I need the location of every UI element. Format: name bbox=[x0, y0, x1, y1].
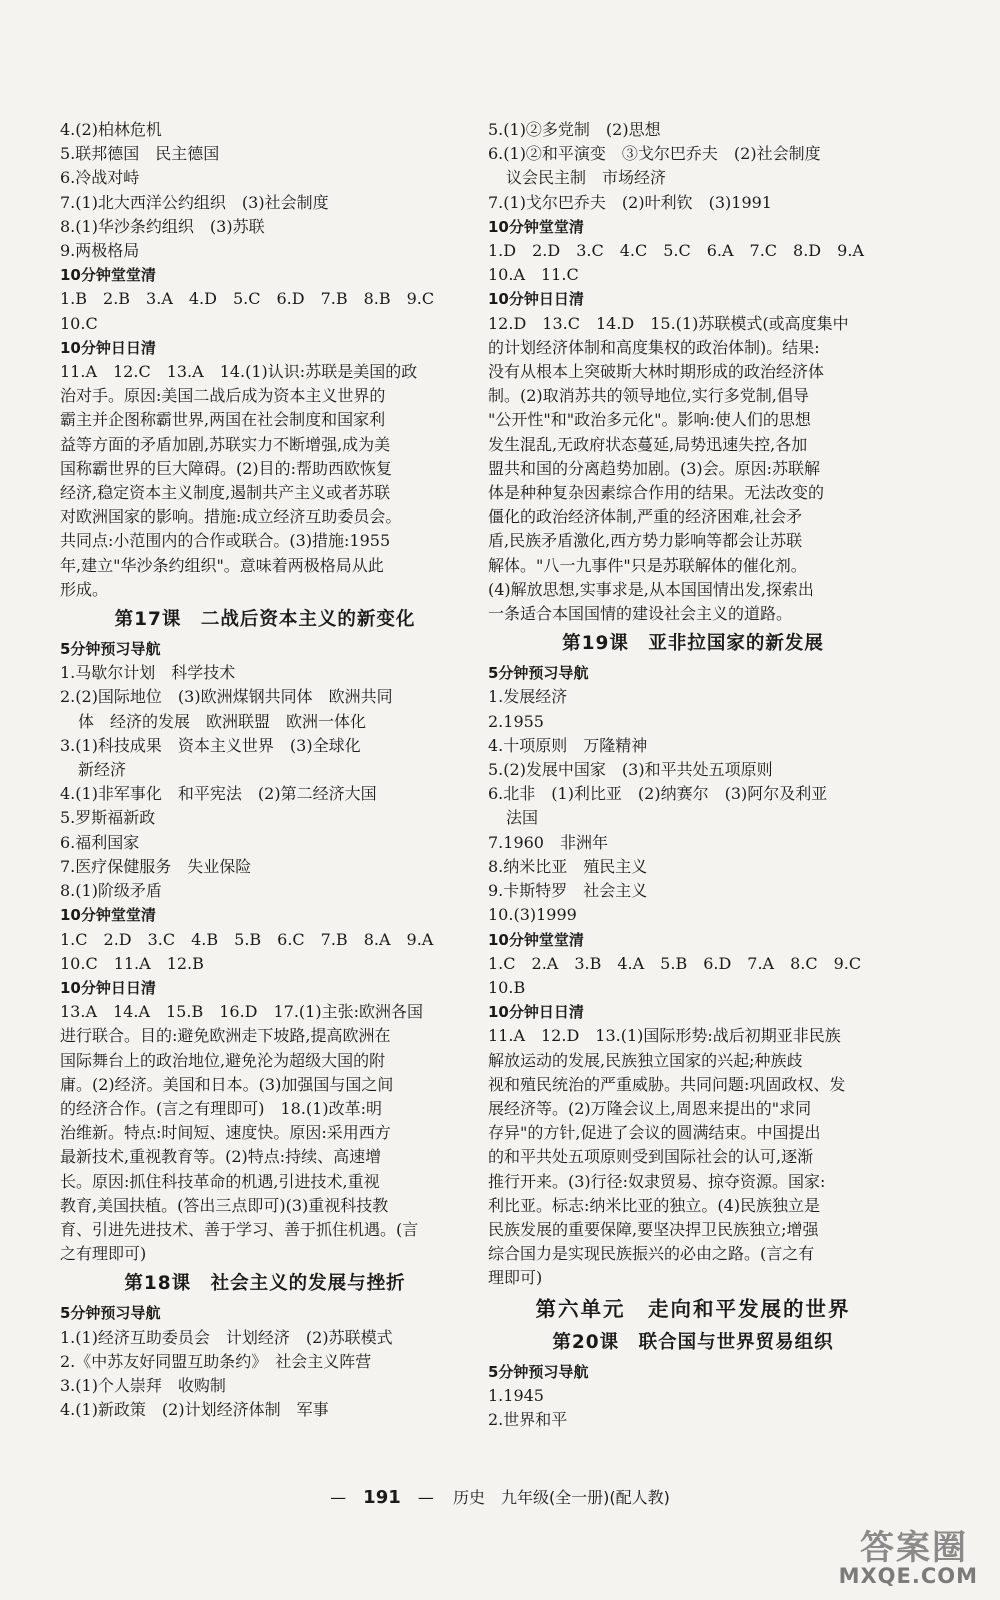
answer-line: 1.B 2.B 3.A 4.D 5.C 6.D 7.B 8.B 9.C bbox=[60, 289, 435, 309]
answer-line: 8.(1)华沙条约组织 (3)苏联 bbox=[60, 216, 265, 236]
page-number: 191 bbox=[363, 1487, 401, 1508]
answer-paragraph bbox=[60, 360, 470, 602]
answer-line: 7.(1)北大西洋公约组织 (3)社会制度 bbox=[60, 192, 329, 212]
paragraph-line: 益等方面的矛盾加剧,苏联实力不断增强,成为美 bbox=[60, 434, 391, 454]
section-heading: 5分钟预习导航 bbox=[488, 664, 589, 683]
paragraph-line: 的经济合作。(言之有理即可) 18.(1)改革:明 bbox=[60, 1098, 382, 1118]
paragraph-line: 综合国力是实现民族振兴的必由之路。(言之有 bbox=[488, 1244, 815, 1264]
answer-paragraph bbox=[60, 1000, 470, 1266]
answer-line: 7.1960 非洲年 bbox=[488, 832, 608, 852]
section-heading: 10分钟堂堂清 bbox=[488, 930, 584, 949]
section-heading: 10分钟堂堂清 bbox=[60, 906, 156, 925]
section-heading: 10分钟日日清 bbox=[488, 1003, 584, 1022]
section-heading: 10分钟堂堂清 bbox=[488, 217, 584, 236]
section-heading: 10分钟日日清 bbox=[60, 978, 156, 997]
answer-line: 4.(1)新政策 (2)计划经济体制 军事 bbox=[60, 1400, 329, 1420]
unit-title: 第六单元 走向和平发展的世界 bbox=[535, 1296, 851, 1321]
answer-line: 4.(2)柏林危机 bbox=[60, 120, 162, 139]
paragraph-line: 年,建立"华沙条约组织"。意味着两极格局从此 bbox=[60, 555, 384, 575]
answer-line: 2.(2)国际地位 (3)欧洲煤钢共同体 欧洲共同 bbox=[60, 687, 393, 707]
answer-line: 1.C 2.D 3.C 4.B 5.B 6.C 7.B 8.A 9.A bbox=[60, 929, 434, 949]
watermark-logo: 答案圈 bbox=[860, 1528, 968, 1568]
answer-line: 1.马歇尔计划 科学技术 bbox=[60, 663, 236, 683]
paragraph-line: 盟共和国的分离趋势加剧。(3)会。原因:苏联解 bbox=[488, 458, 821, 478]
paragraph-line: 发生混乱,无政府状态蔓延,局势迅速失控,各加 bbox=[488, 434, 808, 454]
paragraph-line: 庸。(2)经济。美国和日本。(3)加强国与国之间 bbox=[60, 1074, 394, 1094]
answer-line: 10.C 11.A 12.B bbox=[60, 953, 204, 973]
section-heading: 5分钟预习导航 bbox=[60, 640, 161, 659]
answer-paragraph bbox=[488, 1024, 898, 1290]
answer-line: 1.1945 bbox=[488, 1385, 544, 1405]
answer-paragraph bbox=[488, 312, 898, 627]
paragraph-line: 僵化的政治经济体制,严重的经济困难,社会矛 bbox=[488, 507, 803, 527]
answer-line: 4.十项原则 万隆精神 bbox=[488, 735, 648, 755]
paragraph-line: 利比亚。标志:纳米比亚的独立。(4)民族独立是 bbox=[488, 1195, 821, 1215]
answer-line: 6.北非 (1)利比亚 (2)纳赛尔 (3)阿尔及利亚 bbox=[488, 784, 828, 804]
paragraph-line: 推行开来。(3)行径:奴隶贸易、掠夺资源。国家: bbox=[488, 1171, 826, 1191]
answer-line-continued: 议会民主制 市场经济 bbox=[506, 168, 667, 188]
paragraph-line: 盾,民族矛盾激化,西方势力影响等都会让苏联 bbox=[488, 531, 803, 551]
answer-line: 2.世界和平 bbox=[488, 1409, 568, 1429]
watermark bbox=[788, 1520, 978, 1590]
section-heading: 5分钟预习导航 bbox=[60, 1304, 161, 1323]
paragraph-line: 存异"的方针,促进了会议的圆满结束。中国提出 bbox=[488, 1123, 821, 1143]
answer-line: 5.(2)发展中国家 (3)和平共处五项原则 bbox=[488, 760, 773, 780]
paragraph-line: (4)解放思想,实事求是,从本国国情出发,探索出 bbox=[488, 579, 814, 599]
answer-line: 1.C 2.A 3.B 4.A 5.B 6.D 7.A 8.C 9.C bbox=[488, 953, 862, 973]
answer-line: 7.(1)戈尔巴乔夫 (2)叶利钦 (3)1991 bbox=[488, 192, 772, 212]
answer-line: 10.C bbox=[60, 313, 98, 333]
footer-dash-left: — bbox=[330, 1488, 347, 1507]
footer-subject: 历史 九年级(全一册)(配人教) bbox=[452, 1488, 670, 1507]
paragraph-line: 治对手。原因:美国二战后成为资本主义世界的 bbox=[60, 386, 386, 406]
paragraph-line: 长。原因:抓住科技革命的机遇,引进技术,重视 bbox=[60, 1171, 380, 1191]
answer-line: 10.(3)1999 bbox=[488, 905, 577, 925]
paragraph-line: 进行联合。目的:避免欧洲走下坡路,提高欧洲在 bbox=[60, 1026, 391, 1046]
paragraph-line: 的和平共处五项原则受到国际社会的认可,逐渐 bbox=[488, 1147, 814, 1167]
answer-line: 9.卡斯特罗 社会主义 bbox=[488, 881, 648, 901]
paragraph-line: 国际舞台上的政治地位,避免沦为超级大国的附 bbox=[60, 1050, 386, 1070]
section-heading: 5分钟预习导航 bbox=[488, 1362, 589, 1381]
lesson-title: 第17课 二战后资本主义的新变化 bbox=[114, 609, 416, 631]
watermark-site: MXQE.COM bbox=[838, 1564, 978, 1588]
paragraph-line: 展经济等。(2)万隆会议上,周恩来提出的"求同 bbox=[488, 1098, 812, 1118]
paragraph-line: 经济,稳定资本主义制度,遏制共产主义或者苏联 bbox=[60, 483, 391, 503]
left-column bbox=[60, 118, 470, 1422]
answer-line: 8.纳米比亚 殖民主义 bbox=[488, 856, 648, 876]
answer-line: 6.(1)②和平演变 ③戈尔巴乔夫 (2)社会制度 bbox=[488, 144, 821, 164]
lesson-title: 第18课 社会主义的发展与挫折 bbox=[124, 1273, 406, 1295]
footer-dash-right: — bbox=[417, 1488, 434, 1507]
paragraph-line: 13.A 14.A 15.B 16.D 17.(1)主张:欧洲各国 bbox=[60, 1002, 423, 1022]
paragraph-line: 教育,美国扶植。(答出三点即可)(3)重视科技教 bbox=[60, 1195, 389, 1215]
answer-line: 2.《中苏友好同盟互助条约》 社会主义阵营 bbox=[60, 1351, 372, 1371]
paragraph-line: 最新技术,重视教育等。(2)特点:持续、高速增 bbox=[60, 1147, 382, 1167]
paragraph-line: 育、引进先进技术、善于学习、善于抓住机遇。(言 bbox=[60, 1219, 419, 1239]
answer-line-continued: 体 经济的发展 欧洲联盟 欧洲一体化 bbox=[78, 711, 367, 731]
answer-line: 5.罗斯福新政 bbox=[60, 808, 156, 828]
paragraph-line: 视和殖民统治的严重威胁。共同问题:巩固政权、发 bbox=[488, 1074, 846, 1094]
paragraph-line: 民族发展的重要保障,要坚决捍卫民族独立;增强 bbox=[488, 1219, 819, 1239]
answer-line: 3.(1)科技成果 资本主义世界 (3)全球化 bbox=[60, 735, 361, 755]
paragraph-line: 解体。"八一九事件"只是苏联解体的催化剂。 bbox=[488, 555, 807, 575]
section-heading: 10分钟日日清 bbox=[488, 290, 584, 309]
answer-line: 6.冷战对峙 bbox=[60, 168, 140, 188]
paragraph-line: 12.D 13.C 14.D 15.(1)苏联模式(或高度集中 bbox=[488, 313, 849, 333]
paragraph-line: 的计划经济体制和高度集权的政治体制)。结果: bbox=[488, 337, 820, 357]
paragraph-line: "公开性"和"政治多元化"。影响:使人们的思想 bbox=[488, 410, 811, 430]
paragraph-line: 制。(2)取消苏共的领导地位,实行多党制,倡导 bbox=[488, 386, 809, 406]
paragraph-line: 霸主并企图称霸世界,两国在社会制度和国家利 bbox=[60, 410, 386, 430]
answer-line: 4.(1)非军事化 和平宪法 (2)第二经济大国 bbox=[60, 784, 377, 804]
answer-line: 6.福利国家 bbox=[60, 832, 140, 852]
answer-line-continued: 法国 bbox=[506, 808, 539, 828]
answer-line: 3.(1)个人崇拜 收购制 bbox=[60, 1375, 226, 1395]
answer-line: 5.(1)②多党制 (2)思想 bbox=[488, 120, 661, 139]
paragraph-line: 解放运动的发展,民族独立国家的兴起;种族歧 bbox=[488, 1050, 803, 1070]
page-footer bbox=[0, 1485, 1000, 1508]
answer-line: 2.1955 bbox=[488, 711, 544, 731]
answer-line: 10.B bbox=[488, 977, 526, 997]
paragraph-line: 对欧洲国家的影响。措施:成立经济互助委员会。 bbox=[60, 507, 402, 527]
paragraph-line: 一条适合本国国情的建设社会主义的道路。 bbox=[488, 604, 793, 624]
answer-line: 7.医疗保健服务 失业保险 bbox=[60, 856, 252, 876]
paragraph-line: 理即可) bbox=[488, 1268, 543, 1288]
paragraph-line: 形成。 bbox=[60, 579, 109, 599]
answer-line: 10.A 11.C bbox=[488, 265, 579, 285]
answer-line-continued: 新经济 bbox=[78, 760, 127, 780]
paragraph-line: 共同点:小范围内的合作或联合。(3)措施:1955 bbox=[60, 531, 391, 551]
paragraph-line: 11.A 12.D 13.(1)国际形势:战后初期亚非民族 bbox=[488, 1026, 841, 1046]
paragraph-line: 没有从根本上突破斯大林时期形成的政治经济体 bbox=[488, 362, 825, 382]
paragraph-line: 治维新。特点:时间短、速度快。原因:采用西方 bbox=[60, 1123, 391, 1143]
paragraph-line: 11.A 12.C 13.A 14.(1)认识:苏联是美国的政 bbox=[60, 362, 418, 382]
answer-line: 1.发展经济 bbox=[488, 687, 568, 707]
paragraph-line: 之有理即可) bbox=[60, 1244, 147, 1264]
right-column bbox=[488, 118, 898, 1432]
answer-line: 9.两极格局 bbox=[60, 241, 140, 261]
paragraph-line: 国称霸世界的巨大障碍。(2)目的:帮助西欧恢复 bbox=[60, 458, 393, 478]
section-heading: 10分钟日日清 bbox=[60, 338, 156, 357]
section-heading: 10分钟堂堂清 bbox=[60, 266, 156, 285]
answer-line: 5.联邦德国 民主德国 bbox=[60, 144, 220, 164]
lesson-title: 第19课 亚非拉国家的新发展 bbox=[562, 633, 824, 655]
answer-line: 1.(1)经济互助委员会 计划经济 (2)苏联模式 bbox=[60, 1327, 393, 1347]
answer-line: 8.(1)阶级矛盾 bbox=[60, 881, 162, 901]
answer-line: 1.D 2.D 3.C 4.C 5.C 6.A 7.C 8.D 9.A bbox=[488, 241, 864, 261]
lesson-title: 第20课 联合国与世界贸易组织 bbox=[552, 1331, 834, 1353]
paragraph-line: 体是种种复杂因素综合作用的结果。无法改变的 bbox=[488, 483, 825, 503]
